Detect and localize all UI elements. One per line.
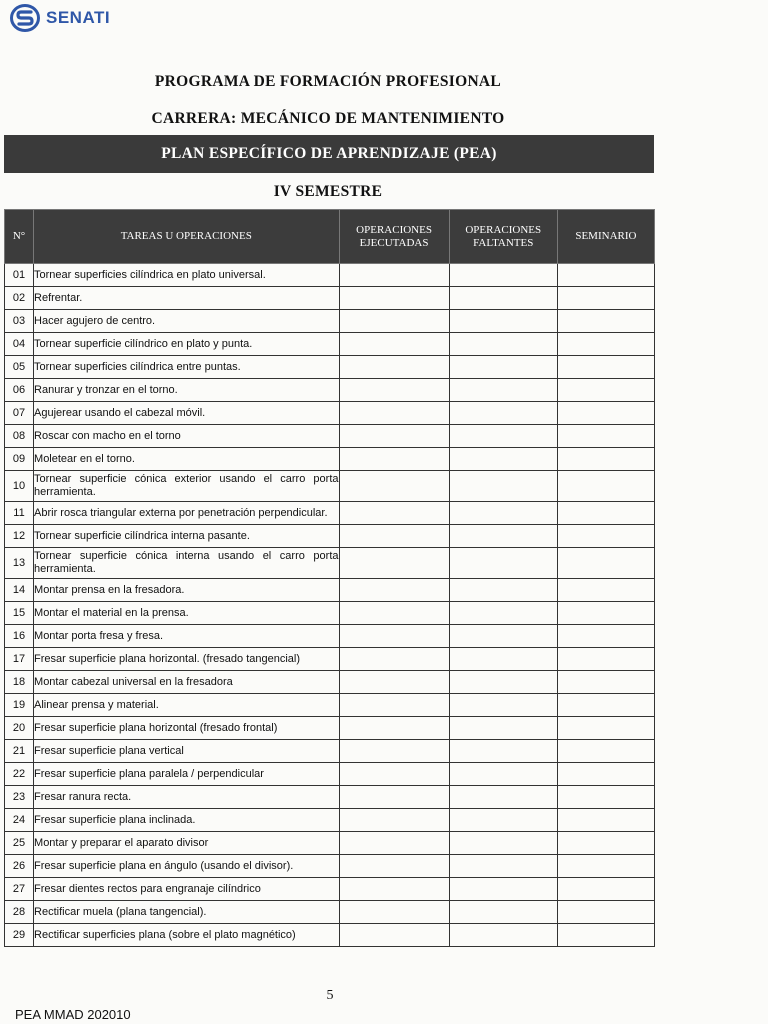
pending-cell [449, 402, 557, 425]
pending-cell [449, 648, 557, 671]
pending-cell [449, 502, 557, 525]
task-cell: Tornear superficie cónica exterior usando el carro porta herramienta. [34, 471, 339, 502]
seminar-cell [557, 579, 654, 602]
seminar-cell [557, 356, 654, 379]
pending-cell [449, 379, 557, 402]
page-number: 5 [326, 988, 334, 1003]
executed-cell [339, 402, 449, 425]
executed-cell [339, 502, 449, 525]
seminar-cell [557, 832, 654, 855]
executed-cell [339, 264, 449, 287]
program-title: PROGRAMA DE FORMACIÓN PROFESIONAL [154, 73, 502, 90]
pending-cell [449, 763, 557, 786]
row-number: 14 [5, 579, 34, 602]
tasks-table [4, 209, 655, 947]
executed-cell [339, 333, 449, 356]
row-number: 08 [5, 425, 34, 448]
table-header-row [5, 210, 655, 264]
seminar-cell [557, 502, 654, 525]
row-number: 25 [5, 832, 34, 855]
row-number: 04 [5, 333, 34, 356]
task-cell: Montar cabezal universal en la fresadora [34, 671, 339, 694]
table-row [5, 832, 655, 855]
executed-cell [339, 809, 449, 832]
table-row [5, 694, 655, 717]
seminar-cell [557, 648, 654, 671]
row-number: 20 [5, 717, 34, 740]
row-number: 07 [5, 402, 34, 425]
seminar-cell [557, 786, 654, 809]
seminar-cell [557, 717, 654, 740]
pending-cell [449, 525, 557, 548]
task-cell: Montar prensa en la fresadora. [34, 579, 339, 602]
row-number: 03 [5, 310, 34, 333]
pending-cell [449, 878, 557, 901]
table-row [5, 717, 655, 740]
table-row [5, 648, 655, 671]
pending-cell [449, 717, 557, 740]
col-header-executed: OPERACIONES EJECUTADAS [339, 210, 449, 264]
row-number: 24 [5, 809, 34, 832]
executed-cell [339, 832, 449, 855]
pending-cell [449, 333, 557, 356]
seminar-cell [557, 625, 654, 648]
pending-cell [449, 448, 557, 471]
task-cell: Fresar superficie plana inclinada. [34, 809, 339, 832]
semester-title: IV SEMESTRE [273, 183, 383, 200]
pending-cell [449, 832, 557, 855]
brand-name: SENATI [46, 8, 111, 27]
table-row [5, 379, 655, 402]
seminar-cell [557, 763, 654, 786]
row-number: 09 [5, 448, 34, 471]
table-row [5, 579, 655, 602]
seminar-cell [557, 878, 654, 901]
table-row [5, 740, 655, 763]
pending-cell [449, 310, 557, 333]
table-row [5, 264, 655, 287]
pending-cell [449, 809, 557, 832]
pending-cell [449, 625, 557, 648]
col-header-num: N° [5, 210, 34, 264]
executed-cell [339, 379, 449, 402]
table-row [5, 333, 655, 356]
task-cell: Moletear en el torno. [34, 448, 339, 471]
col-header-pending: OPERACIONES FALTANTES [449, 210, 557, 264]
table-row [5, 525, 655, 548]
col-header-seminar: SEMINARIO [557, 210, 654, 264]
task-cell: Fresar superficie plana paralela / perpendicular [34, 763, 339, 786]
row-number: 02 [5, 287, 34, 310]
executed-cell [339, 310, 449, 333]
executed-cell [339, 648, 449, 671]
seminar-cell [557, 740, 654, 763]
task-cell: Fresar superficie plana vertical [34, 740, 339, 763]
task-cell: Montar porta fresa y fresa. [34, 625, 339, 648]
seminar-cell [557, 924, 654, 947]
row-number: 22 [5, 763, 34, 786]
task-cell: Fresar ranura recta. [34, 786, 339, 809]
row-number: 12 [5, 525, 34, 548]
task-cell: Tornear superficie cilíndrico en plato y punta. [34, 333, 339, 356]
executed-cell [339, 287, 449, 310]
col-header-tasks: TAREAS U OPERACIONES [34, 210, 339, 264]
row-number: 01 [5, 264, 34, 287]
executed-cell [339, 740, 449, 763]
table-body [5, 264, 655, 947]
seminar-cell [557, 809, 654, 832]
row-number: 15 [5, 602, 34, 625]
row-number: 16 [5, 625, 34, 648]
pending-cell [449, 287, 557, 310]
pending-cell [449, 740, 557, 763]
pending-cell [449, 548, 557, 579]
pending-cell [449, 855, 557, 878]
pending-cell [449, 901, 557, 924]
seminar-cell [557, 671, 654, 694]
executed-cell [339, 448, 449, 471]
pending-cell [449, 264, 557, 287]
executed-cell [339, 924, 449, 947]
row-number: 06 [5, 379, 34, 402]
table-row [5, 855, 655, 878]
pending-cell [449, 602, 557, 625]
table-row [5, 548, 655, 579]
seminar-cell [557, 264, 654, 287]
seminar-cell [557, 471, 654, 502]
executed-cell [339, 356, 449, 379]
executed-cell [339, 548, 449, 579]
pending-cell [449, 579, 557, 602]
table-row [5, 671, 655, 694]
task-cell: Agujerear usando el cabezal móvil. [34, 402, 339, 425]
task-cell: Roscar con macho en el torno [34, 425, 339, 448]
table-row [5, 809, 655, 832]
executed-cell [339, 471, 449, 502]
seminar-cell [557, 602, 654, 625]
executed-cell [339, 901, 449, 924]
executed-cell [339, 694, 449, 717]
seminar-cell [557, 425, 654, 448]
task-cell: Fresar superficie plana en ángulo (usando el divisor). [34, 855, 339, 878]
table-row [5, 602, 655, 625]
row-number: 29 [5, 924, 34, 947]
table-row [5, 425, 655, 448]
table-row [5, 471, 655, 502]
task-cell: Rectificar muela (plana tangencial). [34, 901, 339, 924]
career-title: CARRERA: MECÁNICO DE MANTENIMIENTO [151, 110, 505, 127]
executed-cell [339, 525, 449, 548]
seminar-cell [557, 901, 654, 924]
table-row [5, 287, 655, 310]
table-row [5, 786, 655, 809]
table-row [5, 901, 655, 924]
table-row [5, 502, 655, 525]
executed-cell [339, 602, 449, 625]
seminar-cell [557, 287, 654, 310]
row-number: 17 [5, 648, 34, 671]
table-row [5, 924, 655, 947]
executed-cell [339, 425, 449, 448]
task-cell: Ranurar y tronzar en el torno. [34, 379, 339, 402]
seminar-cell [557, 548, 654, 579]
task-cell: Montar el material en la prensa. [34, 602, 339, 625]
seminar-cell [557, 379, 654, 402]
table-row [5, 356, 655, 379]
seminar-cell [557, 694, 654, 717]
executed-cell [339, 878, 449, 901]
row-number: 05 [5, 356, 34, 379]
seminar-cell [557, 448, 654, 471]
senati-logo-icon [10, 4, 40, 32]
row-number: 28 [5, 901, 34, 924]
executed-cell [339, 671, 449, 694]
table-row [5, 878, 655, 901]
row-number: 23 [5, 786, 34, 809]
row-number: 18 [5, 671, 34, 694]
seminar-cell [557, 402, 654, 425]
pending-cell [449, 356, 557, 379]
row-number: 21 [5, 740, 34, 763]
seminar-cell [557, 310, 654, 333]
plan-banner: PLAN ESPECÍFICO DE APRENDIZAJE (PEA) [4, 135, 654, 173]
row-number: 11 [5, 502, 34, 525]
row-number: 27 [5, 878, 34, 901]
task-cell: Alinear prensa y material. [34, 694, 339, 717]
footer-code: PEA MMAD 202010 [15, 1007, 131, 1022]
seminar-cell [557, 333, 654, 356]
row-number: 13 [5, 548, 34, 579]
seminar-cell [557, 525, 654, 548]
executed-cell [339, 579, 449, 602]
task-cell: Refrentar. [34, 287, 339, 310]
table-row [5, 625, 655, 648]
task-cell: Rectificar superficies plana (sobre el plato magnético) [34, 924, 339, 947]
task-cell: Abrir rosca triangular externa por penetración perpendicular. [34, 502, 339, 525]
pending-cell [449, 471, 557, 502]
pending-cell [449, 425, 557, 448]
table-row [5, 402, 655, 425]
task-cell: Montar y preparar el aparato divisor [34, 832, 339, 855]
executed-cell [339, 625, 449, 648]
task-cell: Tornear superficie cónica interna usando el carro porta herramienta. [34, 548, 339, 579]
task-cell: Tornear superficie cilíndrica interna pasante. [34, 525, 339, 548]
task-cell: Hacer agujero de centro. [34, 310, 339, 333]
executed-cell [339, 855, 449, 878]
executed-cell [339, 786, 449, 809]
pending-cell [449, 786, 557, 809]
table-row [5, 448, 655, 471]
pending-cell [449, 694, 557, 717]
task-cell: Tornear superficies cilíndrica en plato universal. [34, 264, 339, 287]
row-number: 10 [5, 471, 34, 502]
row-number: 26 [5, 855, 34, 878]
table-row [5, 763, 655, 786]
task-cell: Tornear superficies cilíndrica entre puntas. [34, 356, 339, 379]
table-row [5, 310, 655, 333]
senati-logo [10, 4, 110, 32]
pending-cell [449, 924, 557, 947]
pending-cell [449, 671, 557, 694]
task-cell: Fresar superficie plana horizontal (fresado frontal) [34, 717, 339, 740]
executed-cell [339, 717, 449, 740]
task-cell: Fresar dientes rectos para engranaje cilíndrico [34, 878, 339, 901]
row-number: 19 [5, 694, 34, 717]
task-cell: Fresar superficie plana horizontal. (fresado tangencial) [34, 648, 339, 671]
seminar-cell [557, 855, 654, 878]
executed-cell [339, 763, 449, 786]
